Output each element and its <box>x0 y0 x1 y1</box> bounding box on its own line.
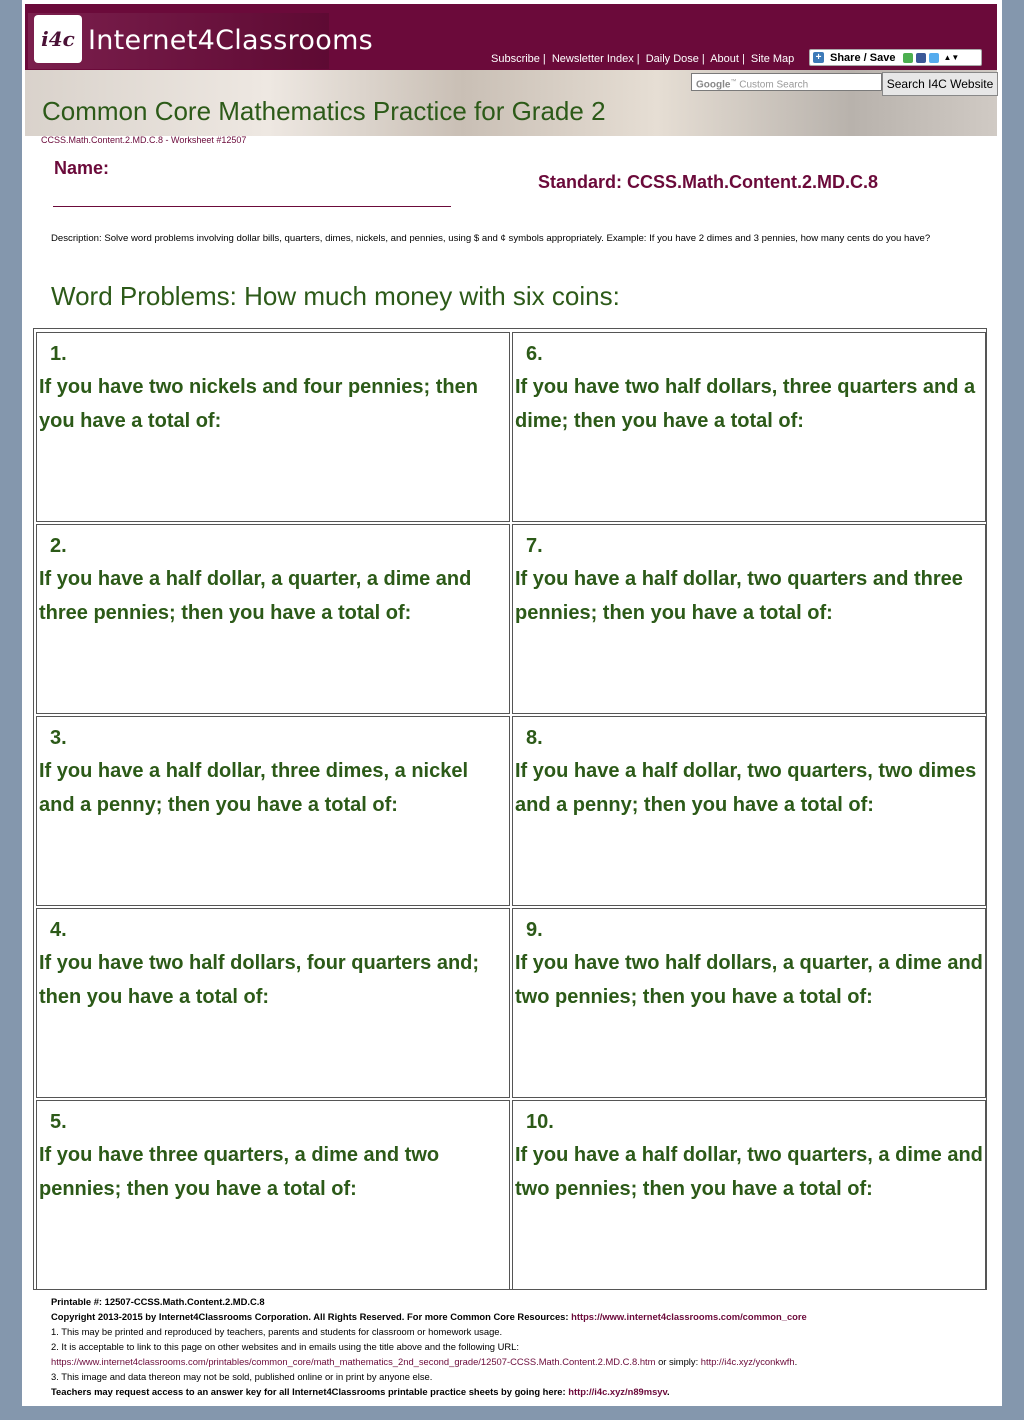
share-dropdown-icon[interactable]: ▲▼ <box>943 53 960 62</box>
nav-separator: | <box>636 53 640 65</box>
problem-cell <box>36 524 510 714</box>
usage-line-3: 3. This image and data thereon may not be sold, published online or in print by anyone else. <box>51 1371 433 1382</box>
share-plus-icon: + <box>813 52 824 63</box>
problem-cell <box>512 716 986 906</box>
problem-cell <box>36 1100 510 1290</box>
nav-about[interactable]: About <box>710 53 739 65</box>
page-url-link[interactable]: https://www.internet4classrooms.com/printables/common_core/math_mathematics_2nd_second_grade/12507-CCSS.Math.Content.2.MD.C.8.htm <box>51 1356 656 1367</box>
banner <box>25 70 997 136</box>
problem-cell <box>36 908 510 1098</box>
problem-number: 10. <box>526 1111 554 1133</box>
problem-number: 7. <box>526 535 543 557</box>
problem-text: If you have three quarters, a dime and two pennies; then you have a total of: <box>39 1144 440 1200</box>
site-logo[interactable] <box>28 13 374 69</box>
share-save-label: Share / Save <box>830 51 896 64</box>
description: Description: Solve word problems involving dollar bills, quarters, dimes, nickels, and pennies, using $ and ¢ symbols appropriately. Example: If you have 2 dimes and 3 pennies, how many cents do you have? <box>51 233 931 244</box>
breadcrumb: CCSS.Math.Content.2.MD.C.8 - Worksheet #12507 <box>41 135 247 145</box>
problem-number: 8. <box>526 727 543 749</box>
facebook-icon[interactable] <box>916 53 926 63</box>
footer: Printable #: 12507-CCSS.Math.Content.2.MD.C.8 Copyright 2013-2015 by Internet4Classrooms Corporation. All Rights Reserved. For more Common Core Resources: https://www.internet4classrooms.com/common_core 1. This may be printed and reproduced by teachers, parents and students for classroom or homework usage. 2. It is acceptable to link to this page on other websites and in emails using the title above and the following URL: https://www.internet4classrooms.com/printables/common_core/math_mathematics_2nd_second_grade/12507-CCSS.Math.Content.2.MD.C.8.htm or simply: http://i4c.xyz/yconkwfh. 3. This image and data thereon may not be sold, published online or in print by anyone else. Teachers may request access to an answer key for all Internet4Classrooms printable practice sheets by going here: http://i4c.xyz/n89msyv. <box>51 1294 981 1399</box>
answer-key-text: Teachers may request access to an answer key for all Internet4Classrooms printable practice sheets by going here: <box>51 1386 566 1397</box>
share-email-icon[interactable] <box>903 53 913 63</box>
problem-number: 3. <box>50 727 67 749</box>
problem-text: If you have two half dollars, three quarters and a dime; then you have a total of: <box>515 376 976 432</box>
problem-text: If you have a half dollar, two quarters and three pennies; then you have a total of: <box>515 568 963 624</box>
standard-label: Standard: CCSS.Math.Content.2.MD.C.8 <box>538 172 879 192</box>
problem-text: If you have a half dollar, two quarters, two dimes and a penny; then you have a total of: <box>515 760 977 816</box>
name-line <box>53 206 451 207</box>
nav-separator: | <box>741 53 745 65</box>
problem-cell <box>36 716 510 906</box>
nav-separator: | <box>542 53 546 65</box>
problem-cell <box>512 908 986 1098</box>
page <box>22 0 1002 1406</box>
problem-number: 6. <box>526 343 543 365</box>
or-simply-text: or simply: <box>658 1356 699 1367</box>
usage-line-2: 2. It is acceptable to link to this page on other websites and in emails using the title above and the following URL: <box>51 1341 519 1352</box>
problem-text: If you have a half dollar, three dimes, a nickel and a penny; then you have a total of: <box>39 760 469 816</box>
search-placeholder: Custom Search <box>739 79 809 91</box>
problem-text: If you have a half dollar, two quarters, a dime and two pennies; then you have a total of: <box>515 1144 983 1200</box>
nav-subscribe[interactable]: Subscribe <box>491 53 540 65</box>
google-logo-icon: Google <box>696 79 731 91</box>
section-title: Word Problems: How much money with six coins: <box>51 281 620 311</box>
printable-id: Printable #: 12507-CCSS.Math.Content.2.MD.C.8 <box>51 1296 265 1307</box>
problem-text: If you have two nickels and four pennies; then you have a total of: <box>39 376 478 432</box>
problem-number: 4. <box>50 919 67 941</box>
twitter-icon[interactable] <box>929 53 939 63</box>
usage-line-1: 1. This may be printed and reproduced by teachers, parents and students for classroom or homework usage. <box>51 1326 503 1337</box>
top-nav <box>491 53 794 65</box>
common-core-link[interactable]: https://www.internet4classrooms.com/common_core <box>571 1311 807 1322</box>
logo-badge-icon: i4c <box>34 15 82 63</box>
search-input[interactable]: Google™ Custom Search <box>691 73 882 91</box>
name-label: Name: <box>54 158 110 178</box>
problem-text: If you have two half dollars, four quarters and; then you have a total of: <box>39 952 480 1008</box>
problem-number: 2. <box>50 535 67 557</box>
nav-site-map[interactable]: Site Map <box>750 53 795 65</box>
page-title: Common Core Mathematics Practice for Grade 2 <box>42 96 606 126</box>
problem-text: If you have two half dollars, a quarter, a dime and two pennies; then you have a total of: <box>515 952 983 1008</box>
problem-number: 5. <box>50 1111 67 1133</box>
logo-text: Internet4Classrooms <box>88 25 374 56</box>
problem-cell <box>512 332 986 522</box>
nav-newsletter-index[interactable]: Newsletter Index <box>551 53 634 65</box>
site-header <box>25 4 997 70</box>
nav-daily-dose[interactable]: Daily Dose <box>645 53 699 65</box>
problem-cell <box>512 1100 986 1290</box>
problem-number: 9. <box>526 919 543 941</box>
answer-key-link[interactable]: http://i4c.xyz/n89msyv <box>568 1386 668 1397</box>
short-url-link[interactable]: http://i4c.xyz/yconkwfh <box>700 1356 795 1367</box>
problem-cell <box>512 524 986 714</box>
nav-separator: | <box>701 53 705 65</box>
search-button[interactable]: Search I4C Website <box>882 72 998 96</box>
share-save-button[interactable] <box>809 49 982 66</box>
problem-cell <box>36 332 510 522</box>
problem-grid <box>33 328 987 1290</box>
copyright-text: Copyright 2013-2015 by Internet4Classrooms Corporation. All Rights Reserved. For more Common Core Resources: <box>51 1311 569 1322</box>
problem-number: 1. <box>50 343 67 365</box>
problem-text: If you have a half dollar, a quarter, a dime and three pennies; then you have a total of: <box>39 568 472 624</box>
